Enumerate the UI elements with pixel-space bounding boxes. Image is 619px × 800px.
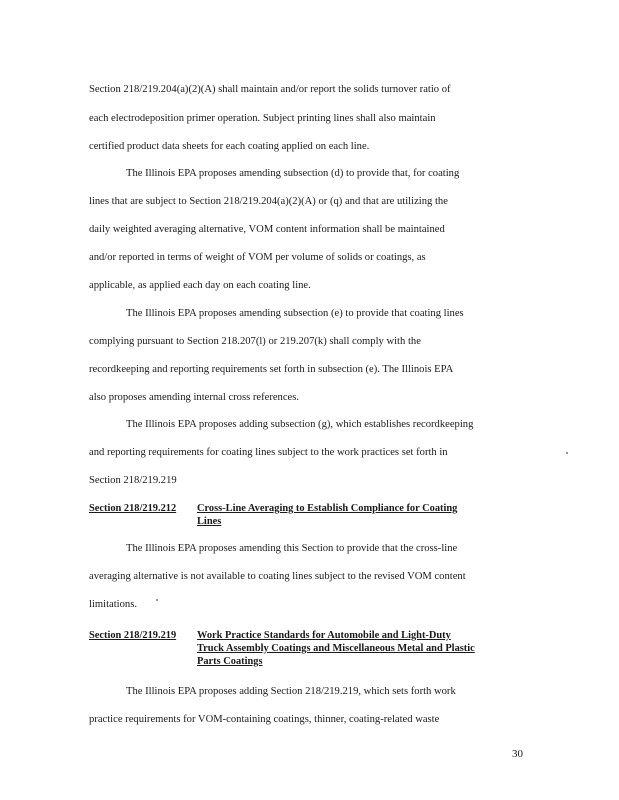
paragraph-2-line-2: lines that are subject to Section 218/219.204(a)(2)(A) or (q) and that are utilizing the xyxy=(89,196,448,207)
scan-speck xyxy=(156,599,158,601)
section-title-line-2: Truck Assembly Coatings and Miscellaneous Metal and Plastic xyxy=(197,643,475,654)
paragraph-6-line-1: The Illinois EPA proposes adding Section 218/219.219, which sets forth work xyxy=(126,686,456,697)
section-number: Section 218/219.212 xyxy=(89,503,177,514)
paragraph-2-line-4: and/or reported in terms of weight of VOM per volume of solids or coatings, as xyxy=(89,252,426,263)
paragraph-4-line-1: The Illinois EPA proposes adding subsection (g), which establishes recordkeeping xyxy=(126,419,474,430)
section-title-line-3: Parts Coatings xyxy=(197,656,263,667)
paragraph-5-line-1: The Illinois EPA proposes amending this Section to provide that the cross-line xyxy=(126,543,458,554)
section-heading-219 xyxy=(89,630,451,641)
section-title-line-1: Cross-Line Averaging to Establish Compliance for Coating xyxy=(197,503,458,514)
paragraph-3-line-3: recordkeeping and reporting requirements set forth in subsection (e). The Illinois EPA xyxy=(89,364,454,375)
paragraph-2-line-3: daily weighted averaging alternative, VOM content information shall be maintained xyxy=(89,224,445,235)
page-number: 30 xyxy=(512,748,523,760)
paragraph-3-line-1: The Illinois EPA proposes amending subsection (e) to provide that coating lines xyxy=(126,308,464,319)
paragraph-1-line-2: each electrodeposition primer operation. Subject printing lines shall also maintain xyxy=(89,113,436,124)
section-title-line-2: Lines xyxy=(197,516,222,527)
scan-speck xyxy=(566,452,568,454)
section-number: Section 218/219.219 xyxy=(89,630,177,641)
paragraph-3-line-2: complying pursuant to Section 218.207(l) or 219.207(k) shall comply with the xyxy=(89,336,421,347)
paragraph-5-line-3: limitations. xyxy=(89,599,137,610)
paragraph-1-line-3: certified product data sheets for each coating applied on each line. xyxy=(89,141,370,152)
paragraph-4-line-3: Section 218/219.219 xyxy=(89,475,177,486)
paragraph-2-line-1: The Illinois EPA proposes amending subsection (d) to provide that, for coating xyxy=(126,168,460,179)
section-title-line-1: Work Practice Standards for Automobile and Light-Duty xyxy=(197,630,451,641)
paragraph-1-line-1: Section 218/219.204(a)(2)(A) shall maintain and/or report the solids turnover ratio of xyxy=(89,84,451,95)
paragraph-4-line-2: and reporting requirements for coating lines subject to the work practices set forth in xyxy=(89,447,448,458)
paragraph-6-line-2: practice requirements for VOM-containing coatings, thinner, coating-related waste xyxy=(89,714,440,725)
paragraph-2-line-5: applicable, as applied each day on each coating line. xyxy=(89,280,311,291)
paragraph-5-line-2: averaging alternative is not available to coating lines subject to the revised VOM content xyxy=(89,571,466,582)
paragraph-3-line-4: also proposes amending internal cross references. xyxy=(89,392,300,403)
section-heading-212 xyxy=(89,503,457,514)
